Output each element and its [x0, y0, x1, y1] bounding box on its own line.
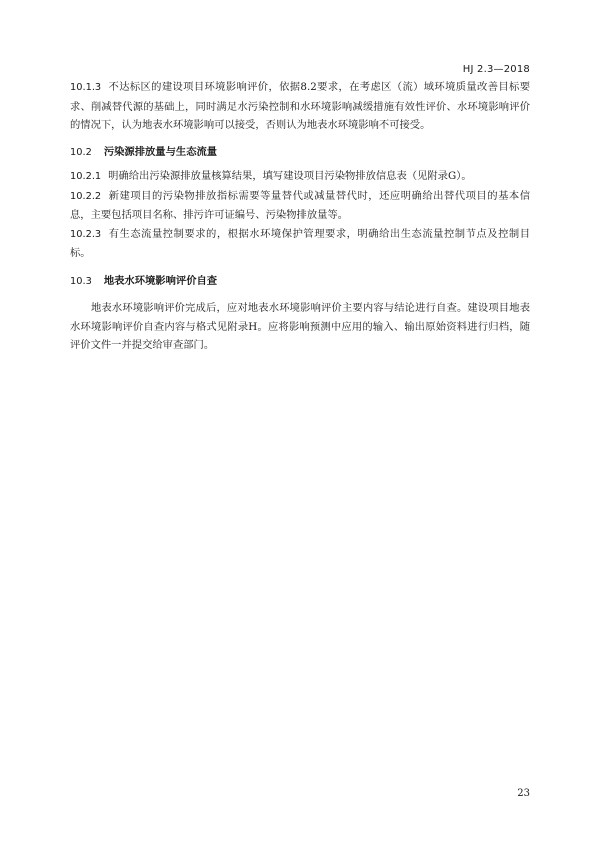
clause-text: 不达标区的建设项目环境影响评价，依据8.2要求，在考虑区（流）域环境质量改善目标要求、削减替代源的基础上，同时满足水污染控制和水环境影响减缓措施有效性评价、水环境影响评价的情况下，认为地表水环境影响可以接受，否则认为地表水环境影响不可接受。: [70, 81, 530, 131]
document-body: [70, 78, 530, 355]
clause-number: 10.2.2: [70, 190, 102, 202]
section-title: 地表水环境影响评价自查: [103, 274, 218, 287]
clause-10-2-1: [70, 167, 530, 187]
section-number: 10.3: [70, 275, 92, 287]
clause-text: 明确给出污染源排放量核算结果，填写建设项目污染物排放信息表（见附录G）。: [108, 170, 472, 182]
section-number: 10.2: [70, 146, 92, 158]
page-number: 23: [517, 788, 530, 799]
clause-10-2-3: [70, 225, 530, 263]
standard-code: HJ 2.3—2018: [462, 64, 530, 75]
clause-text: 有生态流量控制要求的，根据水环境保护管理要求，明确给出生态流量控制节点及控制目标。: [70, 227, 530, 259]
section-heading-10-2: [70, 143, 530, 163]
clause-number: 10.2.1: [70, 171, 102, 182]
paragraph-10-3: 地表水环境影响评价完成后，应对地表水环境影响评价主要内容与结论进行自查。建设项目地表水环境影响评价自查内容与格式见附录H。应将影响预测中应用的输入、输出原始资料进行归档，随评价文件一并提交给审查部门。: [70, 302, 530, 351]
section-heading-10-3: [70, 272, 530, 292]
section-title: 污染源排放量与生态流量: [103, 145, 218, 158]
clause-number: 10.1.3: [70, 82, 102, 93]
clause-number: 10.2.3: [70, 228, 102, 240]
clause-10-2-2: [70, 187, 530, 225]
clause-text: 新建项目的污染物排放指标需要等量替代或减量替代时，还应明确给出替代项目的基本信息，主要包括项目名称、排污许可证编号、污染物排放量等。: [70, 189, 530, 221]
clause-10-1-3: [70, 78, 530, 135]
